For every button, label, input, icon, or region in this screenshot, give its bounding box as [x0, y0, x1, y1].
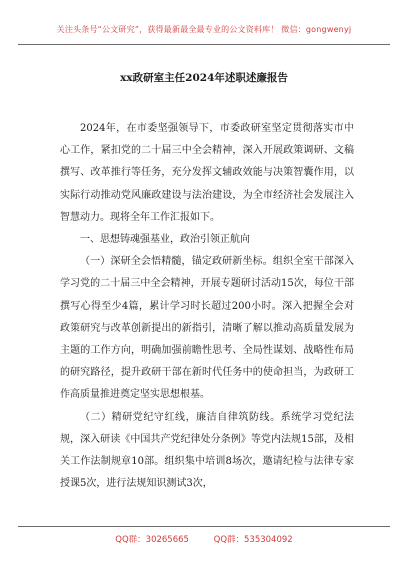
document-body	[60, 118, 354, 495]
intro-paragraph: 2024年，在市委坚强领导下，市委政研室坚定贯彻落实市中心工作，紧扣党的二十届三中全会精神，深入开展政策调研、文稿撰写、改革推行等任务，充分发挥文辅政效能与决策智囊作用，以实际行动推动党风廉政建设与法治建设，为全市经济社会发展注入智慧动力。现将全年工作汇报如下。	[60, 123, 354, 223]
header-banner: 关注头条号“公文研究”，获得最新最全最专业的公文资料库！ 微信：gongwenyj	[56, 25, 352, 34]
header-divider	[18, 44, 390, 45]
footer-qq-group-1: QQ群：30265665	[115, 535, 189, 545]
subsection-paragraph: （二）精研党纪守红线，廉洁自律筑防线。系统学习党纪法规，深入研读《中国共产党纪律处分条例》等党内法规15部，及相关工作法制规章10部。组织集中培训8场次，邀请纪检与法律专家授课5次，进行法规知识测试3次，	[60, 411, 354, 490]
footer-contacts	[0, 533, 408, 545]
footer-qq-group-2: QQ群：535304092	[213, 535, 293, 545]
footer-divider	[18, 526, 390, 527]
subsection-paragraph: （一）深研全会悟精髓，锚定政研新坐标。组织全室干部深入学习党的二十届三中全会精神，开展专题研讨活动15次，每位干部撰写心得至少4篇，累计学习时长超过200小时。深入把握全会对政策研究与改革创新提出的新指引，清晰了解以推动高质量发展为主题的工作方向，明确加强前瞻性思考、全局性谋划、战略性布局的研究路径，提升政研干部在新时代任务中的使命担当，为政研工作高质量推进奠定坚实思想根基。	[60, 256, 354, 401]
document-title: xx政研室主任2024年述职述廉报告	[120, 72, 288, 84]
section-heading: 一、思想铸魂强基业，政治引领正航向	[80, 234, 250, 246]
